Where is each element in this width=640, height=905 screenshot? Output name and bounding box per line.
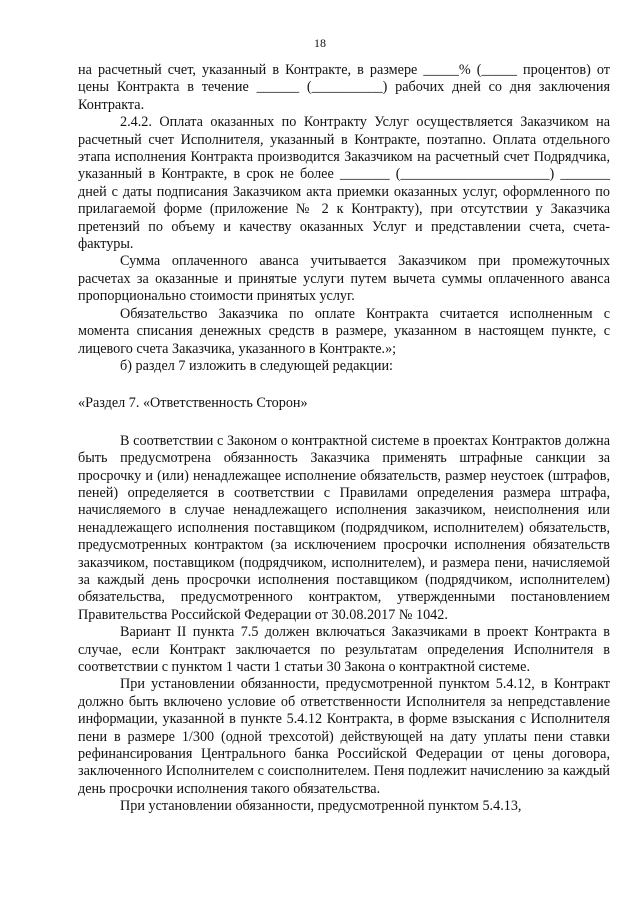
paragraph-clause-5-4-12: При установлении обязанности, предусмотренной пунктом 5.4.12, в Контракт должно быть включено условие об ответственности Исполнителя за непредставление информации, указанной в пункте 5.4.12 Контракта, в форме взыскания с Исполнителя пени в размере 1/300 (одной трехсотой) действующей на дату уплаты пени ставки рефинансирования Центрального банка Российской Федерации от цены договора, заключенного Исполнителем с соисполнителем. Пеня подлежит начислению за каждый день просрочки исполнения такого обязательства.	[78, 676, 610, 797]
section-heading: «Раздел 7. «Ответственность Сторон»	[78, 395, 308, 412]
page-number: 18	[314, 36, 326, 50]
document-body	[78, 62, 610, 816]
paragraph-penalty-sanctions: В соответствии с Законом о контрактной системе в проектах Контрактов должна быть предусмотрена обязанность Заказчика применять штрафные санкции за просрочку и (или) ненадлежащее исполнение обязательств, размер неустоек (штрафов, пеней) определяется в соответствии с Правилами определения размера штрафа, начисляемого в случае ненадлежащего исполнения заказчиком, неисполнения или ненадлежащего исполнения поставщиком (подрядчиком, исполнителем) обязательств, предусмотренных контрактом (за исключением просрочки исполнения обязательств заказчиком, поставщиком (подрядчиком, исполнителем), и размера пени, начисляемой за каждый день просрочки исполнения поставщиком (подрядчиком, исполнителем) обязательства, предусмотренного контрактом, утвержденными постановлением Правительства Российской Федерации от 30.08.2017 № 1042.	[78, 432, 610, 623]
paragraph-clause-5-4-13: При установлении обязанности, предусмотренной пунктом 5.4.13,	[120, 798, 522, 815]
paragraph-2-4-2-stage-payment: 2.4.2. Оплата оказанных по Контракту Услуг осуществляется Заказчиком на расчетный счет Исполнителя, указанный в Контракте, поэтапно. Оплата отдельного этапа исполнения Контракта производится Заказчиком на расчетный счет Подрядчика, указанный в Контракте, в срок не более _______ (_____________________) _______ дней с даты подписания Заказчиком акта приемки оказанных услуг, оформленного по прилагаемой форме (приложение № 2 к Контракту), при отсутствии у Заказчика претензий по объему и качеству оказанных Услуг и представлении счета, счета-фактуры.	[78, 114, 610, 253]
paragraph-variant-ii: Вариант II пункта 7.5 должен включаться Заказчиками в проект Контракта в случае, если Контракт заключается по результатам определения Исполнителя в соответствии с пунктом 1 части 1 статьи 30 Закона о контрактной системе.	[78, 624, 610, 675]
paragraph-payment-obligation-fulfilled: Обязательство Заказчика по оплате Контракта считается исполненным с момента списания денежных средств в размере, указанном в настоящем пункте, с лицевого счета Заказчика, указанного в Контракте.»;	[78, 305, 610, 357]
paragraph-advance-offset: Сумма оплаченного аванса учитывается Заказчиком при промежуточных расчетах за оказанные и принятые услуги путем вычета суммы оплаченного аванса пропорционально стоимости принятых услуг.	[78, 253, 610, 305]
paragraph-payment-advance-term: на расчетный счет, указанный в Контракте, в размере _____% (_____ процентов) от цены Контракта в течение ______ (__________) рабочих дней со дня заключения Контракта.	[78, 62, 610, 113]
paragraph-amendment-section-7: б) раздел 7 изложить в следующей редакции:	[120, 357, 393, 374]
